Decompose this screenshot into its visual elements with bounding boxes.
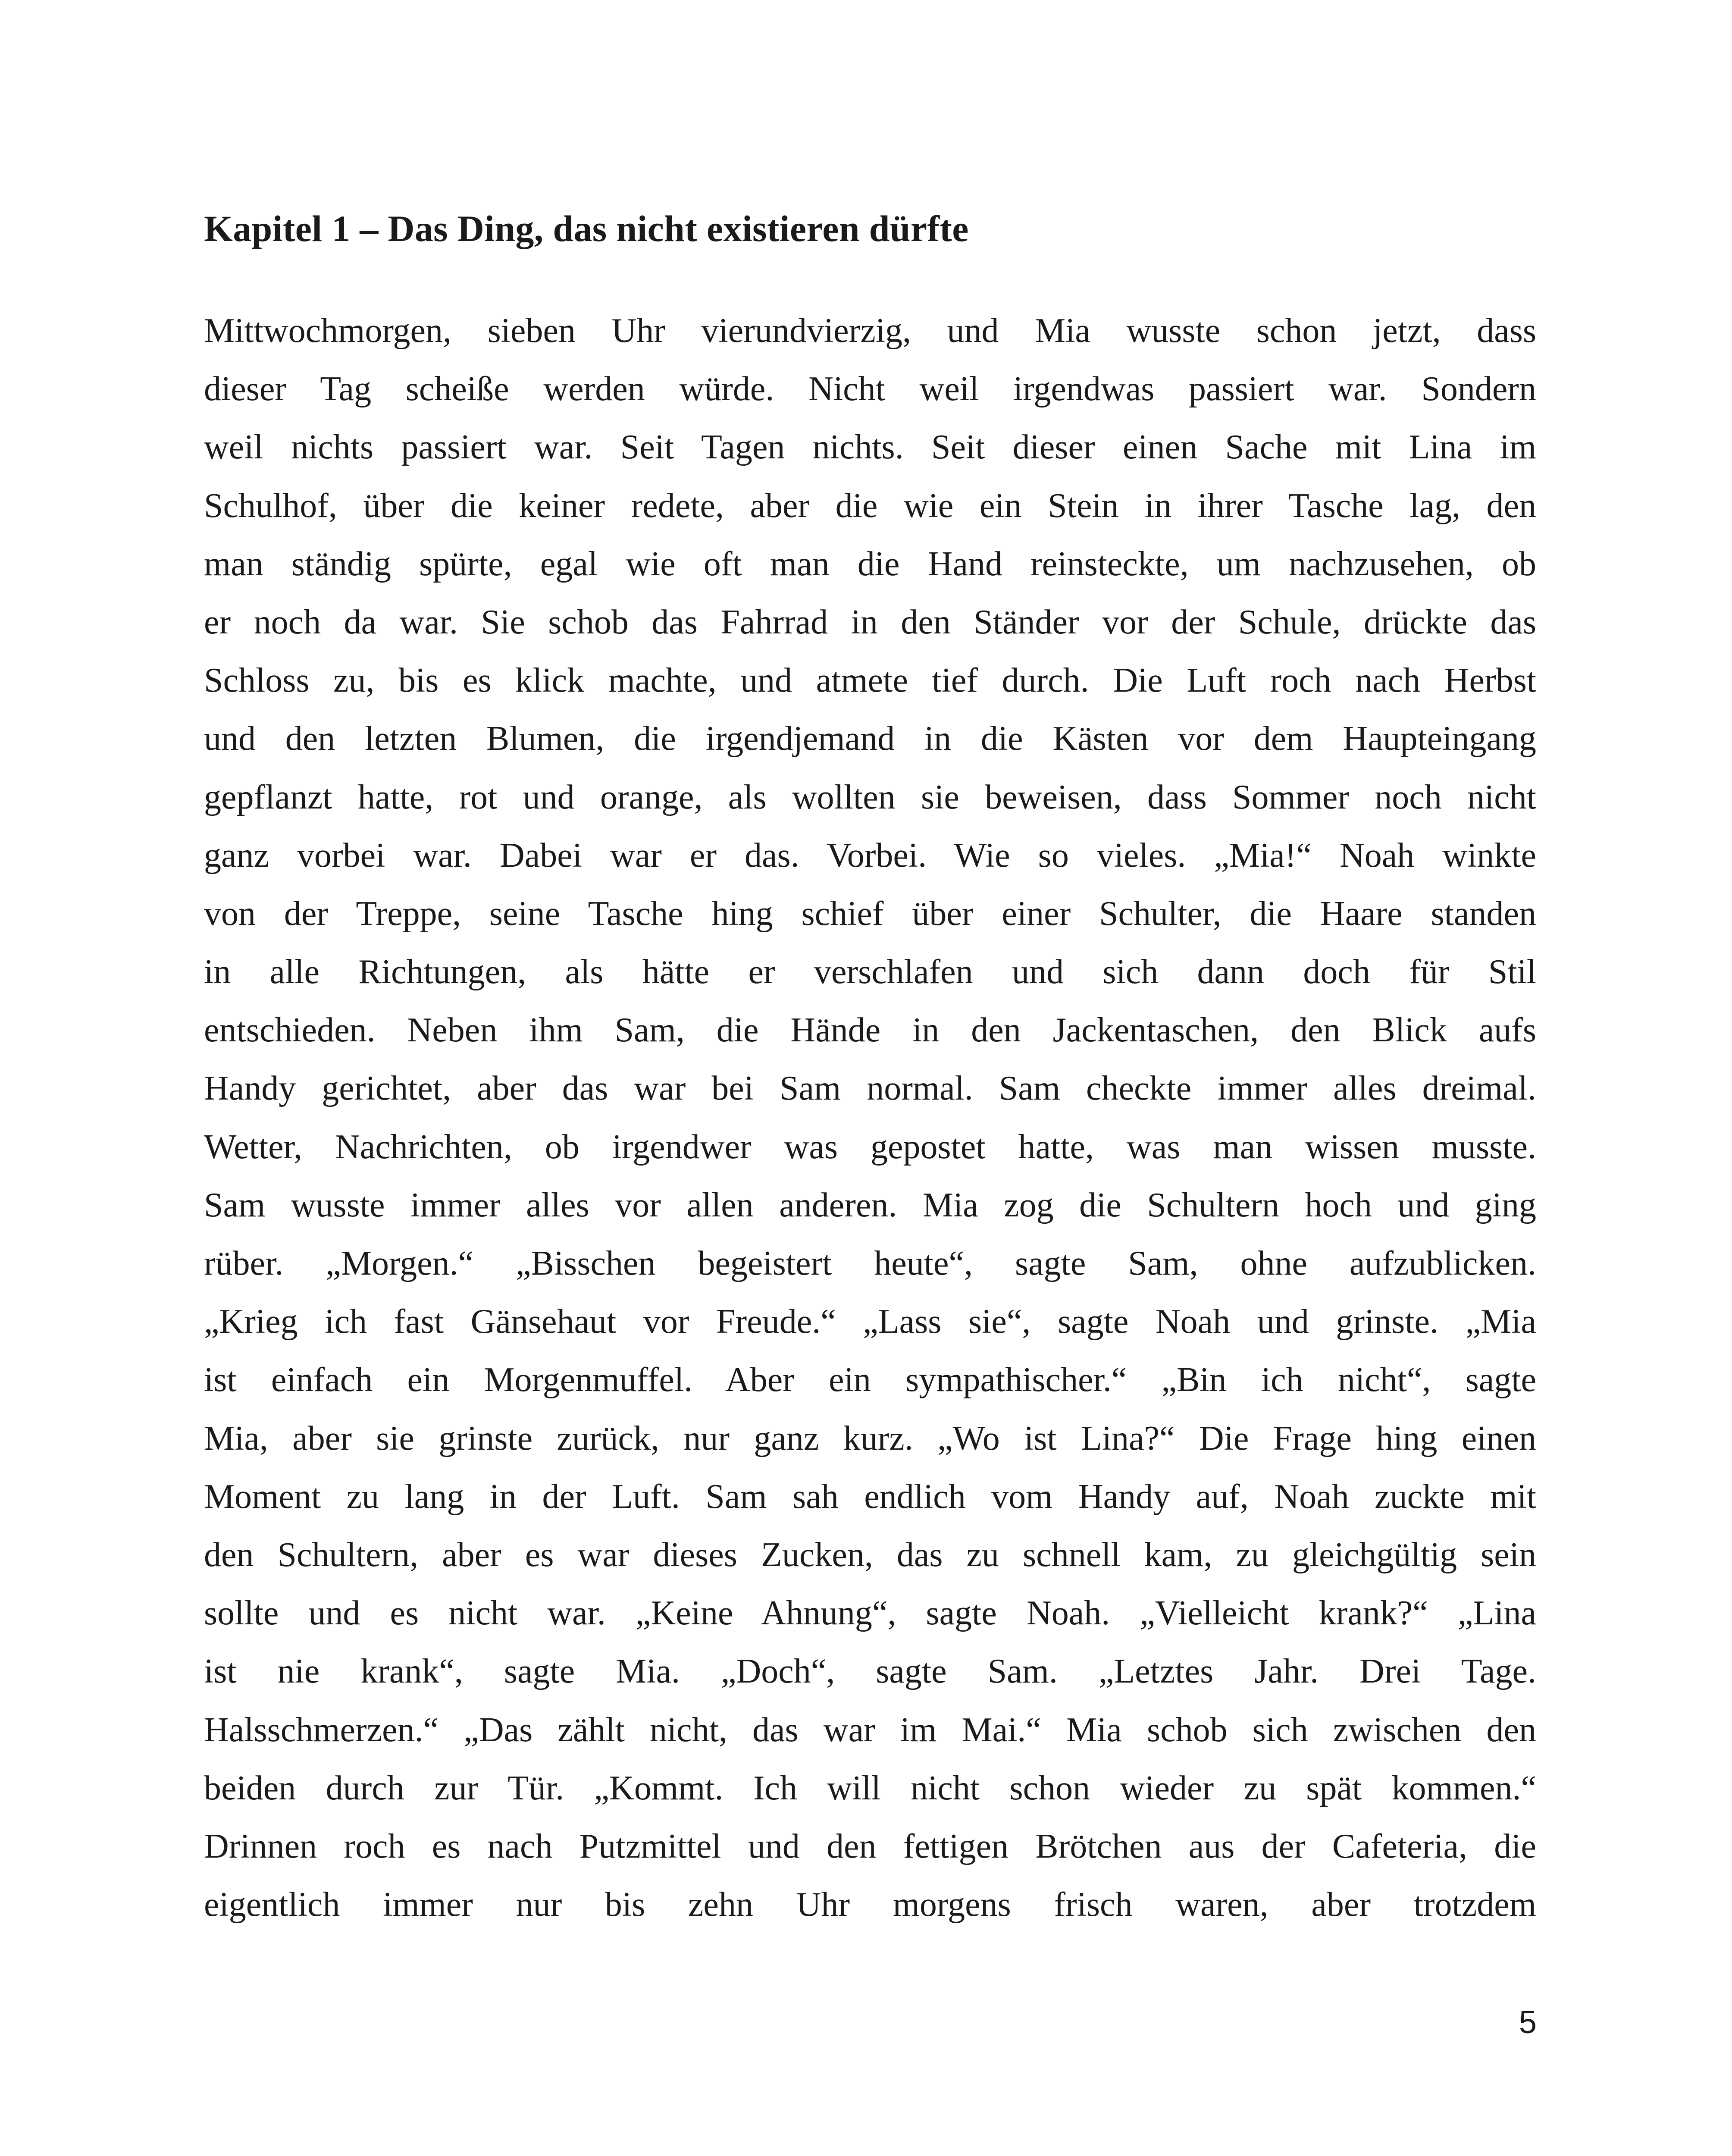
text-line: Handy gerichtet, aber das war bei Sam normal. Sam checkte immer alles dreimal. [204, 1069, 1536, 1108]
text-line: Mittwochmorgen, sieben Uhr vierundvierzig, und Mia wusste schon jetzt, dass [204, 312, 1536, 350]
text-line: gepflanzt hatte, rot und orange, als wollten sie beweisen, dass Sommer noch nicht [204, 778, 1536, 816]
text-line: und den letzten Blumen, die irgendjemand in die Kästen vor dem Haupteingang [204, 720, 1536, 758]
body-text [204, 302, 1536, 1934]
text-line: den Schultern, aber es war dieses Zucken, das zu schnell kam, zu gleichgültig sein [204, 1536, 1536, 1574]
text-line: in alle Richtungen, als hätte er verschlafen und sich dann doch für Stil [204, 953, 1536, 991]
text-line: man ständig spürte, egal wie oft man die Hand reinsteckte, um nachzusehen, ob [204, 545, 1536, 583]
text-line: Schloss zu, bis es klick machte, und atmete tief durch. Die Luft roch nach Herbst [204, 661, 1536, 700]
text-line: eigentlich immer nur bis zehn Uhr morgens frisch waren, aber trotzdem [204, 1886, 1536, 1924]
text-line: beiden durch zur Tür. „Kommt. Ich will nicht schon wieder zu spät kommen.“ [204, 1769, 1536, 1807]
text-line: Moment zu lang in der Luft. Sam sah endlich vom Handy auf, Noah zuckte mit [204, 1477, 1536, 1516]
text-line: weil nichts passiert war. Seit Tagen nichts. Seit dieser einen Sache mit Lina im [204, 428, 1536, 467]
chapter-title: Kapitel 1 – Das Ding, das nicht existieren dürfte [204, 208, 969, 249]
text-line: entschieden. Neben ihm Sam, die Hände in den Jackentaschen, den Blick aufs [204, 1011, 1536, 1050]
text-line: von der Treppe, seine Tasche hing schief über einer Schulter, die Haare standen [204, 894, 1536, 933]
text-line: Halsschmerzen.“ „Das zählt nicht, das war im Mai.“ Mia schob sich zwischen den [204, 1711, 1536, 1749]
text-line: Mia, aber sie grinste zurück, nur ganz kurz. „Wo ist Lina?“ Die Frage hing einen [204, 1419, 1536, 1457]
text-line: ganz vorbei war. Dabei war er das. Vorbei. Wie so vieles. „Mia!“ Noah winkte [204, 836, 1536, 874]
text-line: er noch da war. Sie schob das Fahrrad in den Ständer vor der Schule, drückte das [204, 603, 1536, 641]
text-line: dieser Tag scheiße werden würde. Nicht weil irgendwas passiert war. Sondern [204, 370, 1536, 408]
text-line: Sam wusste immer alles vor allen anderen. Mia zog die Schultern hoch und ging [204, 1186, 1536, 1224]
page-number: 5 [1519, 2004, 1537, 2040]
text-line: ist nie krank“, sagte Mia. „Doch“, sagte Sam. „Letztes Jahr. Drei Tage. [204, 1652, 1536, 1691]
text-line: rüber. „Morgen.“ „Bisschen begeistert heute“, sagte Sam, ohne aufzublicken. [204, 1244, 1536, 1282]
text-line: ist einfach ein Morgenmuffel. Aber ein sympathischer.“ „Bin ich nicht“, sagte [204, 1361, 1536, 1399]
text-line: „Krieg ich fast Gänsehaut vor Freude.“ „Lass sie“, sagte Noah und grinste. „Mia [204, 1303, 1536, 1341]
text-line: sollte und es nicht war. „Keine Ahnung“, sagte Noah. „Vielleicht krank?“ „Lina [204, 1594, 1536, 1633]
text-line: Drinnen roch es nach Putzmittel und den fettigen Brötchen aus der Cafeteria, die [204, 1827, 1536, 1865]
text-line: Wetter, Nachrichten, ob irgendwer was gepostet hatte, was man wissen musste. [204, 1128, 1536, 1166]
text-line: Schulhof, über die keiner redete, aber die wie ein Stein in ihrer Tasche lag, den [204, 486, 1536, 525]
